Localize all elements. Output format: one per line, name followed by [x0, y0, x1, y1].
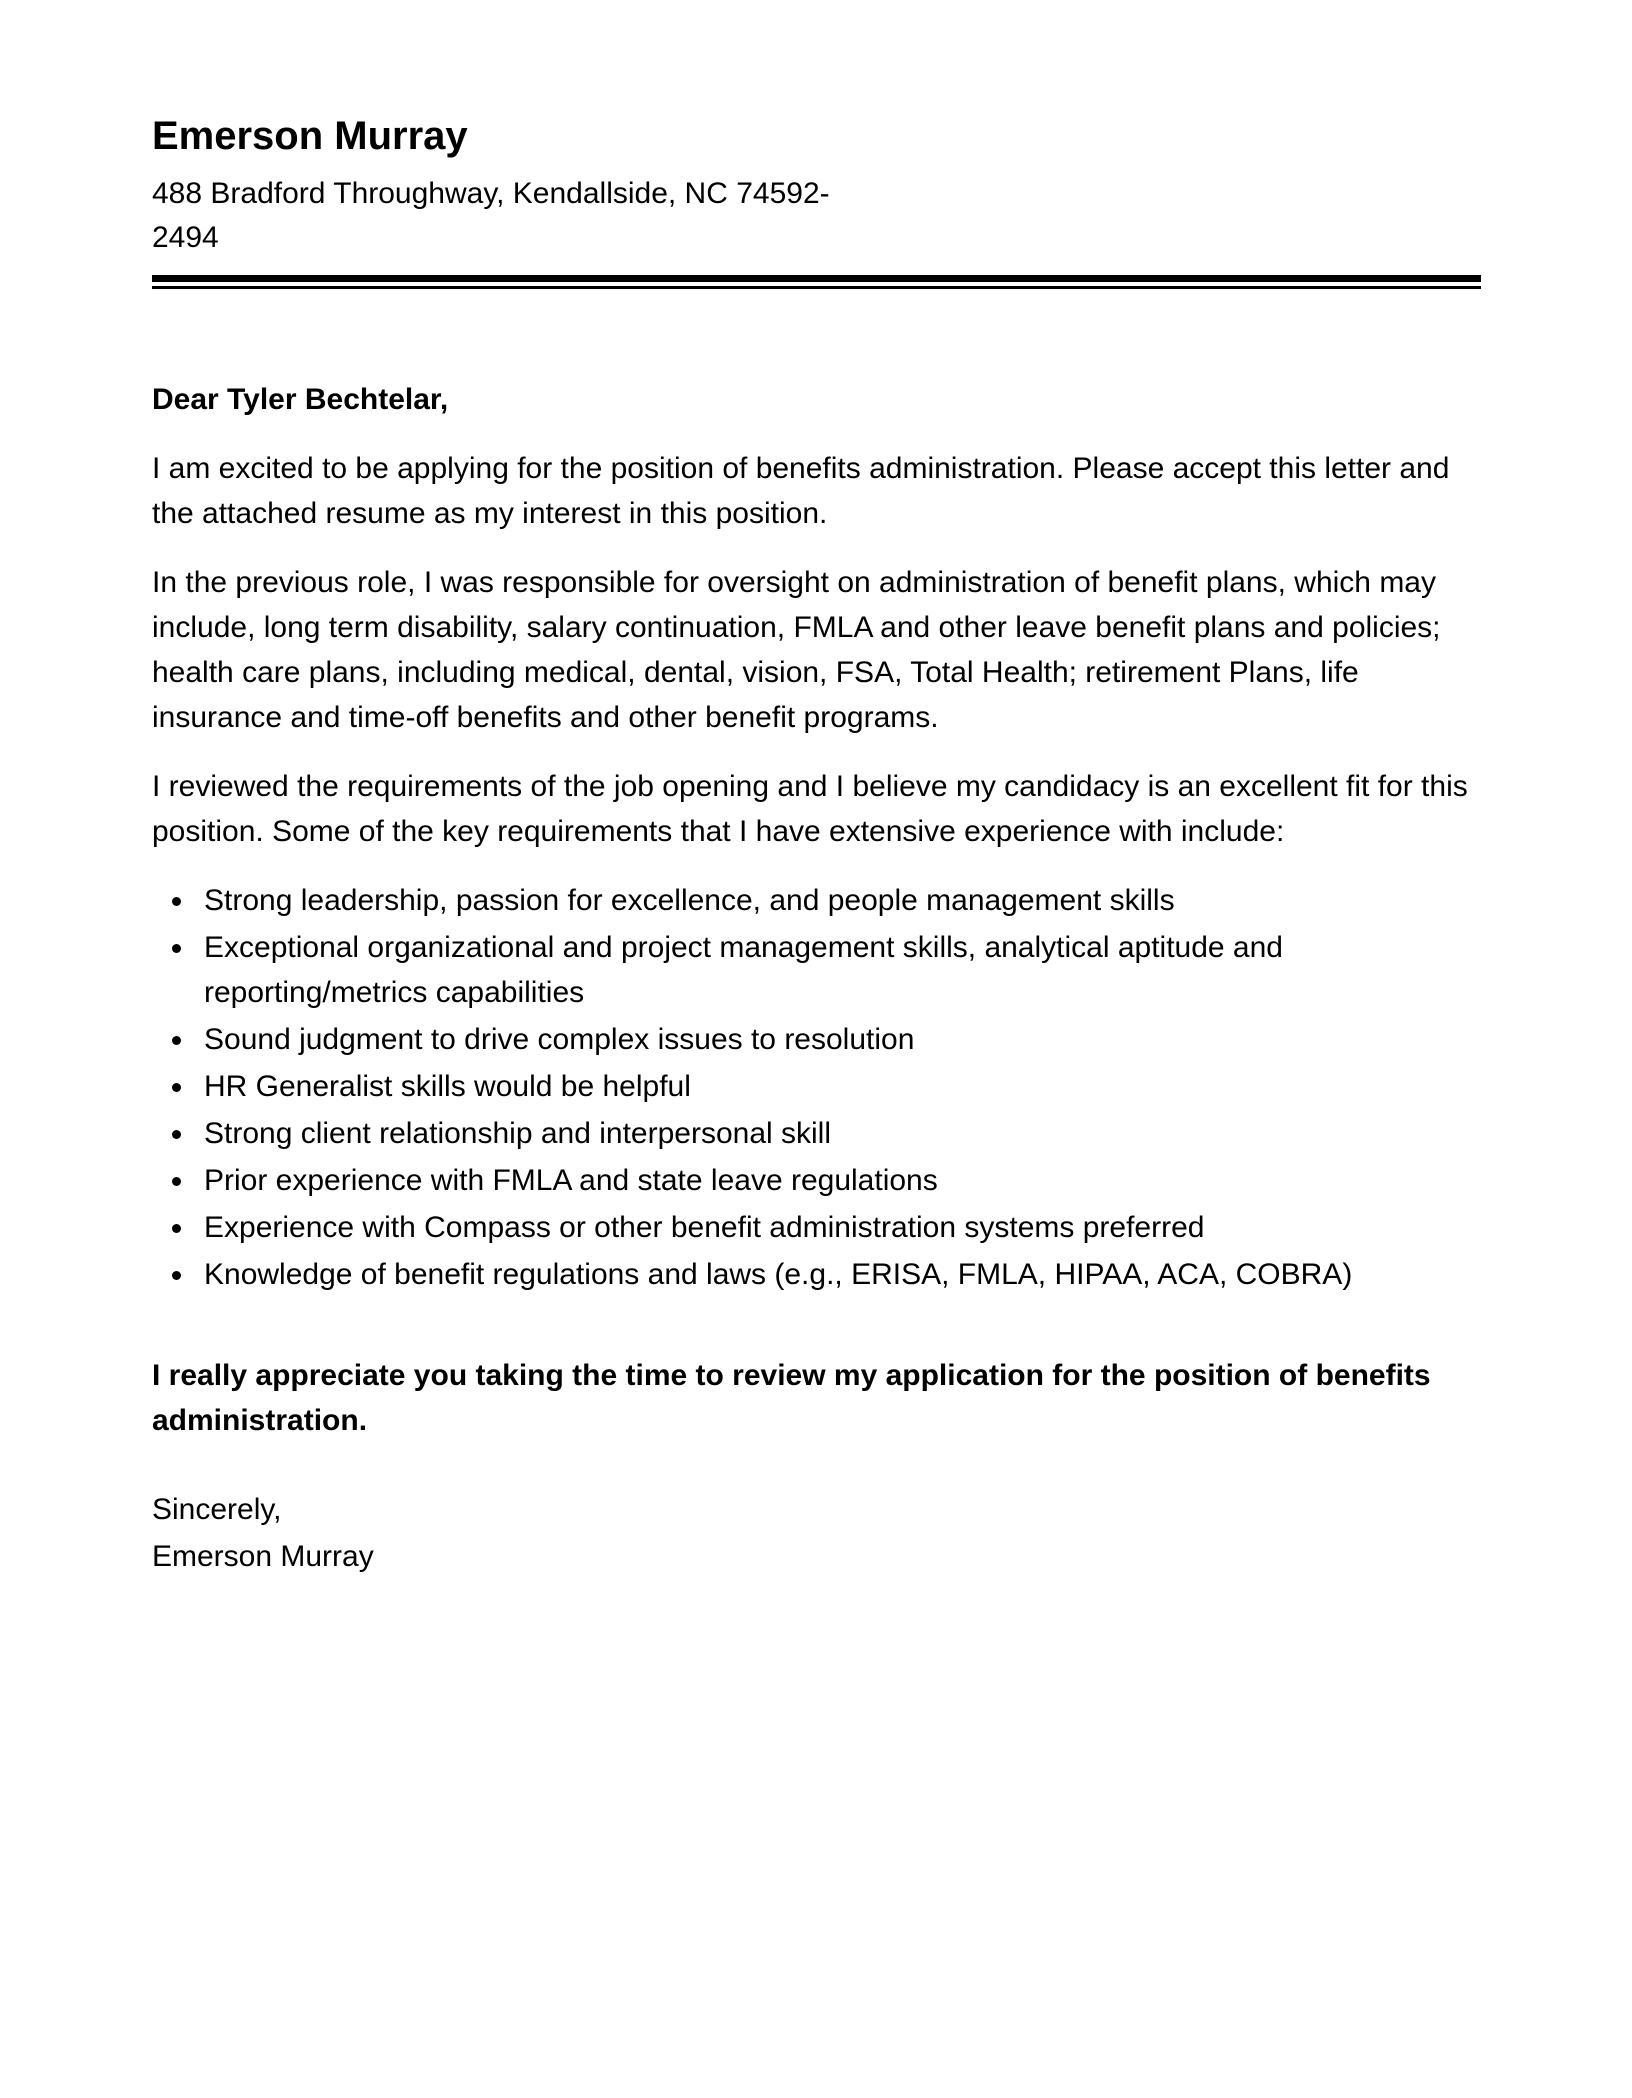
paragraph-appreciation: I really appreciate you taking the time to review my application for the position of benefits administration. — [152, 1359, 1431, 1437]
sender-address-line-1: 488 Bradford Throughway, Kendallside, NC 74592- — [152, 177, 830, 210]
paragraph-requirements-intro: I reviewed the requirements of the job opening and I believe my candidacy is an excellent fit for this position. Some of the key requirements that I have extensive experience with include: — [152, 770, 1468, 848]
paragraph-experience: In the previous role, I was responsible for oversight on administration of benefit plans, which may include, long term disability, salary continuation, FMLA and other leave benefit plans and policies; health care plans, including medical, dental, vision, FSA, Total Health; retirement Plans, life insurance and time-off benefits and other benefit programs. — [152, 566, 1441, 734]
bullet-item: • Strong client relationship and interpersonal skill — [196, 1111, 1481, 1156]
sender-name: Emerson Murray — [152, 114, 468, 158]
header-divider-rule — [152, 275, 1481, 289]
bullet-item: • Sound judgment to drive complex issues to resolution — [196, 1017, 1481, 1062]
bullet-item: • Exceptional organizational and project management skills, analytical aptitude and reporting/metrics capabilities — [196, 925, 1481, 1015]
bullet-item: • HR Generalist skills would be helpful — [196, 1064, 1481, 1109]
bullet-item: • Experience with Compass or other benefit administration systems preferred — [196, 1205, 1481, 1250]
sender-address-line-2: 2494 — [152, 220, 219, 254]
letter-body — [152, 377, 1481, 1580]
salutation: Dear Tyler Bechtelar, — [152, 383, 449, 416]
bullet-item: • Strong leadership, passion for excellence, and people management skills — [196, 878, 1481, 923]
bullet-item: • Knowledge of benefit regulations and laws (e.g., ERISA, FMLA, HIPAA, ACA, COBRA) — [196, 1252, 1481, 1297]
closing-block — [152, 1487, 1481, 1580]
bullet-item: • Prior experience with FMLA and state leave regulations — [196, 1158, 1481, 1203]
closing-signature: Emerson Murray — [152, 1539, 374, 1573]
closing-signoff: Sincerely, — [152, 1493, 282, 1526]
letter-header — [152, 112, 1481, 289]
paragraph-intro: I am excited to be applying for the position of benefits administration. Please accept this letter and the attached resume as my interest in this position. — [152, 452, 1450, 530]
requirements-list — [152, 878, 1481, 1297]
